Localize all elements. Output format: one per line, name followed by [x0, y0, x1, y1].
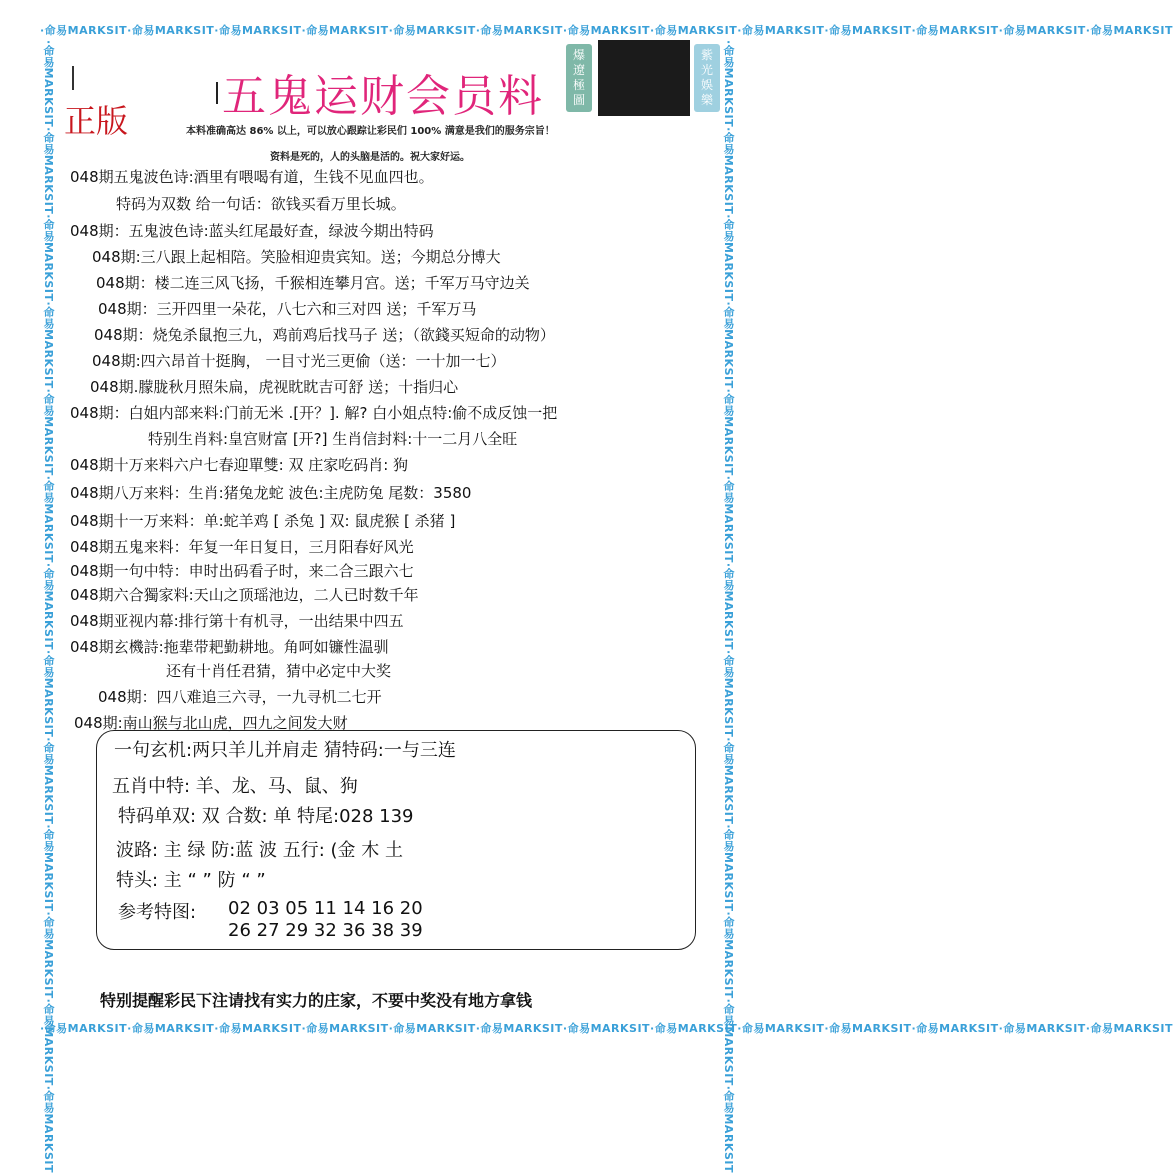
- accuracy-note: 本料准确高达 86% 以上，可以放心跟踪让彩民们 100% 满意是我们的服务宗旨！: [186, 126, 555, 137]
- prediction-line: 048期一句中特：申时出码看子时，来二合三跟六七: [70, 562, 414, 580]
- prediction-line: 还有十肖任君猜，猜中必定中大奖: [166, 662, 392, 680]
- border-bottom-watermark: ·命易MARKSIT·命易MARKSIT·命易MARKSIT·命易MARKSIT·命易MARKSIT·命易MARKSIT·命易MARKSIT·命易MARKSIT·命易MARKSIT·命易MARKSIT·命易MARKSIT·命易MARKSIT·命易MARKSIT: [40, 1022, 1173, 1035]
- prediction-line: 特别生肖料:皇宫财富 [开?] 生肖信封料:十一二月八全旺: [148, 430, 518, 448]
- divider: [72, 66, 74, 90]
- border-right-watermark: ·命易MARKSIT·命易MARKSIT·命易MARKSIT·命易MARKSIT·命易MARKSIT·命易MARKSIT·命易MARKSIT·命易MARKSIT·命易MARKSIT·命易MARKSIT·命易MARKSIT·命易MARKSIT·命易MARKSIT: [722, 40, 735, 1173]
- prediction-line: 048期:南山猴与北山虎，四九之间发大财: [74, 714, 348, 732]
- prediction-line: 048期亚视内幕:排行第十有机寻，一出结果中四五: [70, 612, 404, 630]
- reference-numbers-row: 26 27 29 32 36 38 39: [228, 920, 423, 941]
- prediction-line: 048期十一万来料：单:蛇羊鸡 [ 杀兔 ] 双: 鼠虎猴 [ 杀猪 ]: [70, 512, 456, 530]
- prediction-line: 048期:三八跟上起相陪。笑脸相迎贵宾知。送；今期总分博大: [92, 248, 501, 266]
- prediction-line: 048期六合獨家料:天山之顶瑶池边，二人已时数千年: [70, 586, 419, 604]
- prediction-line: 048期：楼二连三风飞扬，千猴相连攀月宫。送；千军万马守边关: [96, 274, 530, 292]
- prediction-line: 特码为双数 给一句话：欲钱买看万里长城。: [116, 195, 406, 213]
- reference-numbers-row: 02 03 05 11 14 16 20: [228, 898, 423, 919]
- footer-warning: 特别提醒彩民下注请找有实力的庄家，不要中奖没有地方拿钱: [100, 991, 533, 1010]
- authentic-badge: 正版: [64, 102, 129, 140]
- seal-left: 爆 遼 極 圖: [566, 44, 592, 112]
- qr-code-image: [598, 40, 690, 116]
- prediction-line: 048期十万来料六户七春迎單雙: 双 庄家吃码肖: 狗: [70, 456, 409, 474]
- head-line: 特头: 主 “ ” 防 “ ”: [116, 870, 266, 891]
- prediction-line: 048期玄機詩:拖辈带耙勤耕地。角呵如镰性温驯: [70, 638, 389, 656]
- prediction-line: 048期：四八难追三六寻，一九寻机二七开: [98, 688, 382, 706]
- prediction-line: 048期.朦胧秋月照朱扁，虎视眈眈吉可舒 送；十指归心: [90, 378, 459, 396]
- prediction-line: 048期五鬼波色诗:酒里有喂喝有道，生钱不见血四也。: [70, 168, 434, 186]
- riddle-line: 一句玄机:两只羊儿并肩走 猜特码:一与三连: [114, 740, 456, 761]
- page-title: 五鬼运财会员料: [222, 71, 544, 122]
- divider: [216, 82, 218, 104]
- seal-right: 紫 光 娛 樂: [694, 44, 720, 112]
- prediction-line: 048期：五鬼波色诗:蓝头红尾最好查，绿波今期出特码: [70, 222, 434, 240]
- border-top-watermark: ·命易MARKSIT·命易MARKSIT·命易MARKSIT·命易MARKSIT·命易MARKSIT·命易MARKSIT·命易MARKSIT·命易MARKSIT·命易MARKSIT·命易MARKSIT·命易MARKSIT·命易MARKSIT·命易MARKSIT: [40, 24, 1173, 37]
- prediction-line: 048期:四六昂首十挺胸， 一目寸光三更偷（送：一十加一七）: [92, 352, 506, 370]
- border-left-watermark: ·命易MARKSIT·命易MARKSIT·命易MARKSIT·命易MARKSIT·命易MARKSIT·命易MARKSIT·命易MARKSIT·命易MARKSIT·命易MARKSIT·命易MARKSIT·命易MARKSIT·命易MARKSIT·命易MARKSIT: [42, 40, 55, 1173]
- slogan-note: 资料是死的，人的头脑是活的。祝大家好运。: [270, 152, 470, 163]
- odd-even-line: 特码单双: 双 合数: 单 特尾:028 139: [118, 806, 414, 827]
- prediction-line: 048期：烧兔杀鼠抱三九，鸡前鸡后找马子 送；（欲錢买短命的动物）: [94, 326, 555, 344]
- five-zodiac-line: 五肖中特: 羊、龙、马、鼠、狗: [112, 776, 358, 797]
- prediction-line: 048期五鬼来料：年复一年日复日，三月阳春好风光: [70, 538, 414, 556]
- prediction-line: 048期：白姐内部来料:门前无米 .[开？]. 解? 白小姐点特:偷不成反蚀一把: [70, 404, 558, 422]
- wave-line: 波路: 主 绿 防:蓝 波 五行: (金 木 土: [116, 840, 403, 861]
- reference-label: 参考特图:: [118, 902, 197, 923]
- prediction-line: 048期：三开四里一朵花，八七六和三对四 送；千军万马: [98, 300, 477, 318]
- prediction-line: 048期八万来料：生肖:猪兔龙蛇 波色:主虎防兔 尾数：3580: [70, 484, 472, 502]
